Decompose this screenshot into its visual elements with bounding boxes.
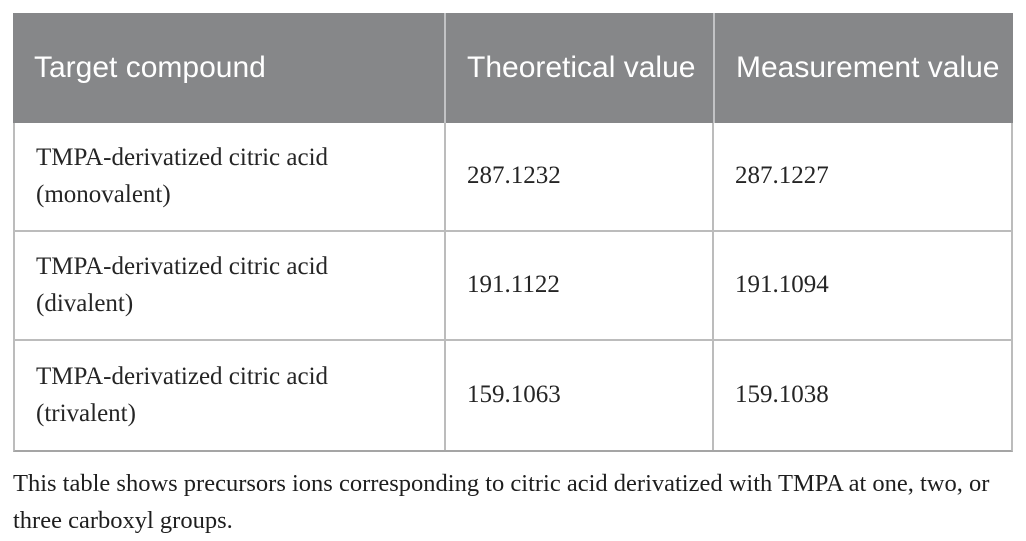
column-header-measurement-value [713, 13, 1013, 123]
table-row-trivalent [15, 341, 1011, 450]
measurement-value-cell [712, 232, 1011, 339]
column-header-label: Target compound [34, 50, 266, 84]
column-header-label: Measurement value [736, 50, 1000, 84]
precursor-ion-table [13, 13, 1013, 452]
table-row-monovalent [15, 123, 1011, 232]
table-header-row [13, 13, 1013, 123]
measurement-value-cell [712, 341, 1011, 450]
compound-cell [15, 341, 444, 450]
compound-cell [15, 123, 444, 230]
table-row-divalent [15, 232, 1011, 341]
compound-name: TMPA-derivatized citric acid (divalent) [36, 253, 329, 317]
compound-cell [15, 232, 444, 339]
measurement-value-cell [712, 123, 1011, 230]
theoretical-value: 287.1232 [467, 162, 561, 190]
column-header-target-compound [13, 13, 444, 123]
column-header-theoretical-value [444, 13, 713, 123]
column-header-label: Theoretical value [467, 50, 696, 84]
table-body [13, 123, 1013, 452]
measurement-value: 159.1038 [735, 381, 829, 409]
measurement-value: 191.1094 [735, 271, 829, 299]
theoretical-value: 159.1063 [467, 381, 561, 409]
theoretical-value: 191.1122 [467, 271, 560, 299]
compound-name: TMPA-derivatized citric acid (trivalent) [36, 363, 329, 427]
theoretical-value-cell [444, 123, 712, 230]
theoretical-value-cell [444, 232, 712, 339]
compound-name: TMPA-derivatized citric acid (monovalent) [36, 144, 329, 208]
table-caption: This table shows precursors ions corresponding to citric acid derivatized with TMPA at one, two, or three carboxyl groups. [13, 470, 990, 535]
theoretical-value-cell [444, 341, 712, 450]
measurement-value: 287.1227 [735, 162, 829, 190]
